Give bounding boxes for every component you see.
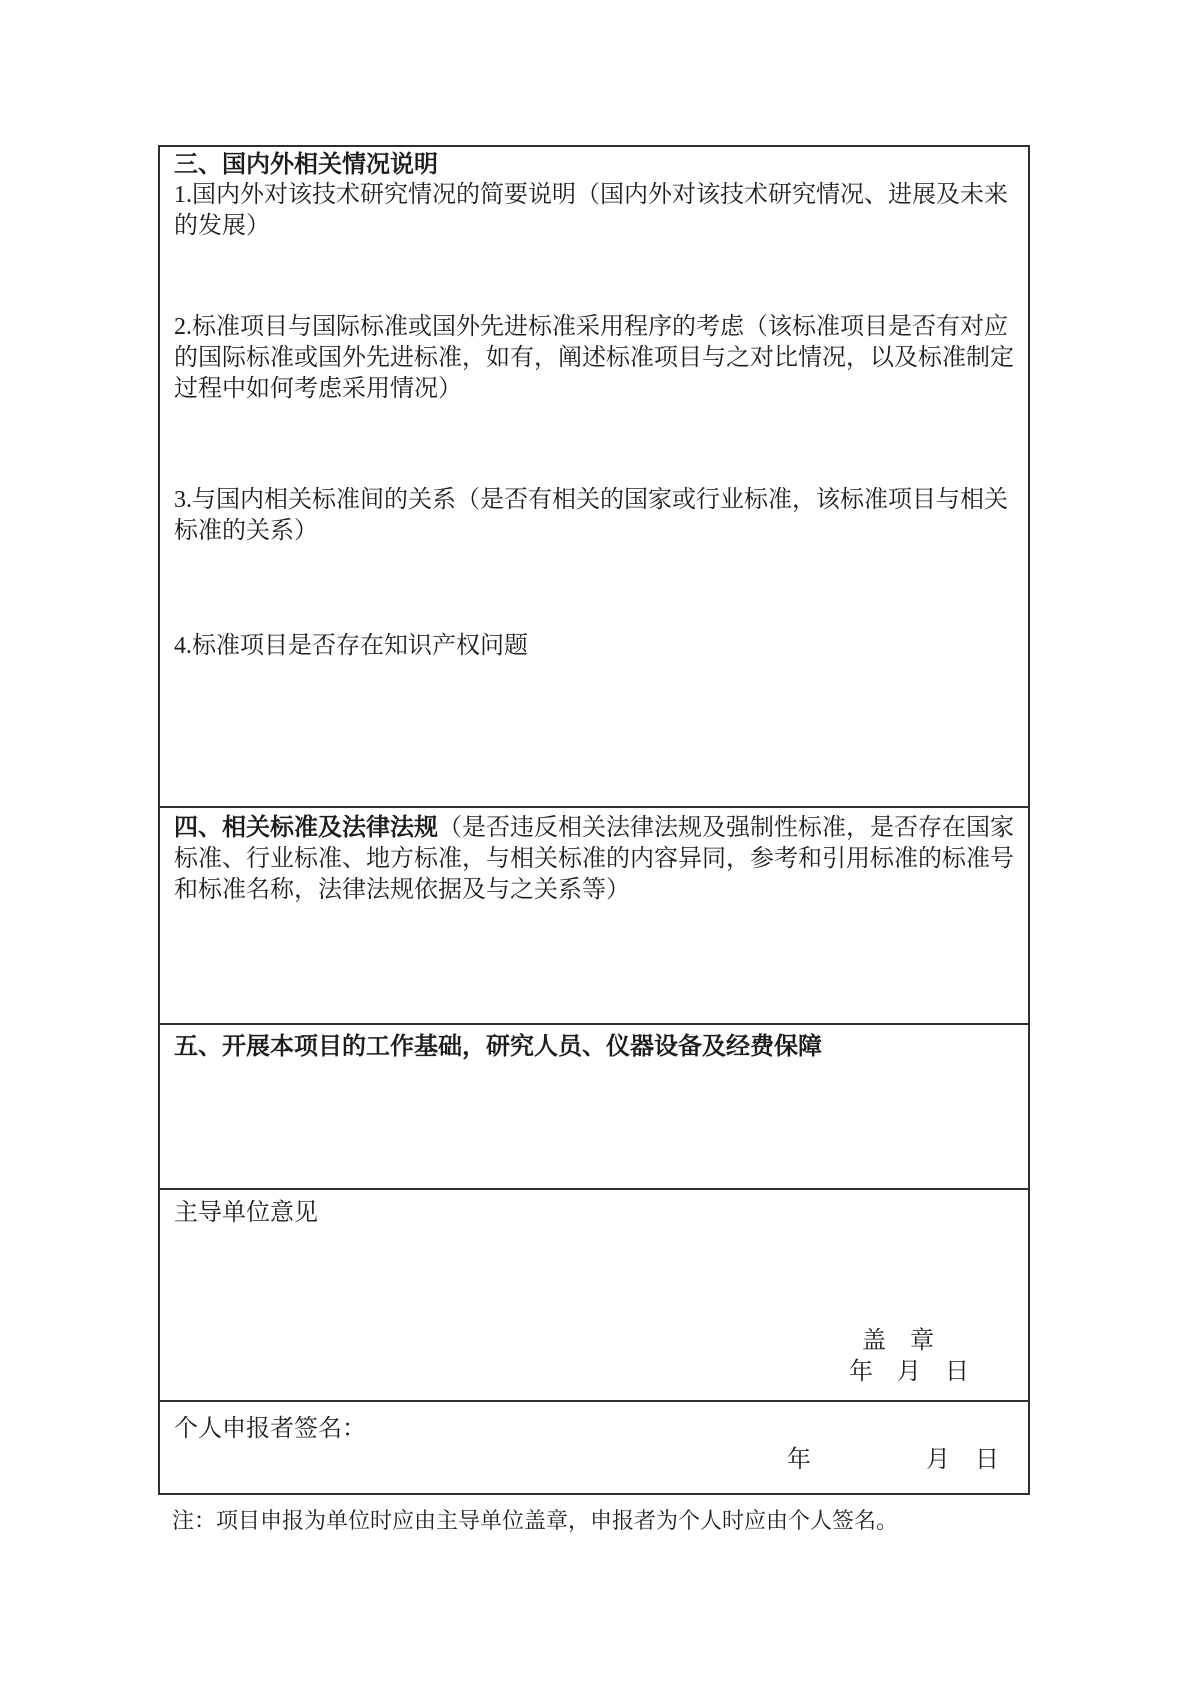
section-4-title: 四、相关标准及法律法规 (174, 814, 438, 841)
lead-unit-stamp-block (174, 1326, 1024, 1388)
lead-unit-stamp-label: 盖 章 (862, 1328, 934, 1354)
section-individual-signature (160, 1400, 1028, 1493)
section-3-item-2: 2.标准项目与国际标准或国外先进标准采用程序的考虑（该标准项目是否有对应的国际标准或国外先进标准，如有，阐述标准项目与之对比情况，以及标准制定过程中如何考虑采用情况） (174, 314, 1014, 402)
section-3-item-4: 4.标准项目是否存在知识产权问题 (174, 633, 528, 659)
section-3-item-1: 1.国内外对该技术研究情况的简要说明（国内外对该技术研究情况、进展及未来的发展） (174, 182, 1008, 239)
application-form-table (158, 145, 1030, 1495)
date-year-label: 年 (787, 1447, 811, 1473)
section-4-paragraph (174, 812, 1024, 906)
section-5-title: 五、开展本项目的工作基础，研究人员、仪器设备及经费保障 (174, 1033, 822, 1060)
date-day-label: 日 (975, 1447, 999, 1473)
section-lead-unit-opinion (160, 1188, 1028, 1400)
individual-date-line (174, 1445, 1024, 1476)
section-related-standards-regulations (160, 806, 1028, 1023)
lead-unit-opinion-label: 主导单位意见 (174, 1200, 318, 1226)
date-month-label: 月 (926, 1447, 950, 1473)
section-4-body: （是否违反相关法律法规及强制性标准，是否存在国家标准、行业标准、地方标准，与相关标准的内容异同，参考和引用标准的标准号和标准名称，法律法规依据及与之关系等） (174, 815, 1014, 903)
footnote: 注：项目申报为单位时应由主导单位盖章，申报者为个人时应由个人签名。 (172, 1508, 899, 1533)
lead-unit-date-line: 年 月 日 (849, 1359, 969, 1385)
section-domestic-foreign-overview (160, 147, 1028, 806)
section-3-title: 三、国内外相关情况说明 (174, 151, 438, 178)
individual-signature-label: 个人申报者签名： (174, 1416, 366, 1442)
section-3-item-3: 3.与国内相关标准间的关系（是否有相关的国家或行业标准，该标准项目与相关标准的关系） (174, 487, 1008, 544)
section-work-foundation (160, 1023, 1028, 1188)
